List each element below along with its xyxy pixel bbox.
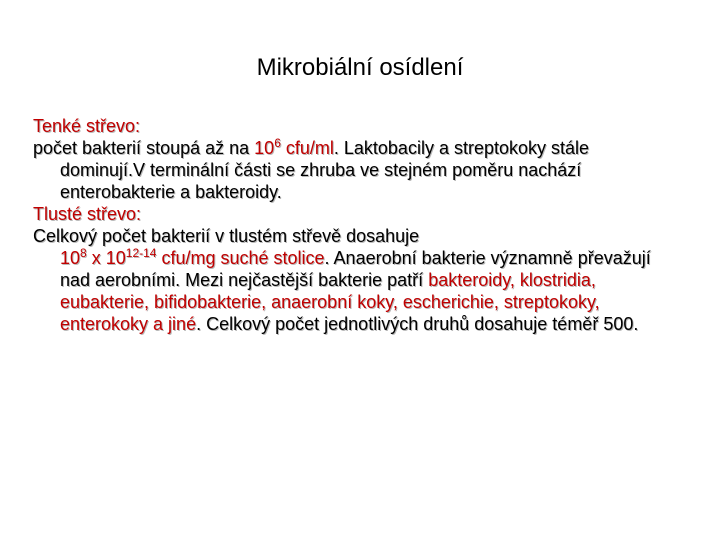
large-intestine-text-2: . Anaerobní bakterie významně převažují nad aerobními. Mezi nejčastější bakterie patří	[60, 248, 651, 290]
large-intestine-range-x: x	[86, 248, 106, 268]
slide-content	[33, 115, 673, 335]
small-intestine-text-2: . Laktobacily a streptokoky stále dominují.V terminální části se zhruba ve stejném poměru nachází enterobakterie a bakteroidy.	[60, 138, 590, 202]
large-intestine-bacteria-list: bakteroidy, klostridia, eubakterie, bifidobakterie, anaerobní koky, escherichie, streptokoky, enterokoky a jiné	[60, 270, 600, 334]
large-intestine-heading: Tlusté střevo:	[33, 204, 142, 224]
large-intestine-range-unit: cfu/mg suché stolice	[156, 248, 325, 268]
large-intestine-paragraph	[33, 225, 673, 335]
large-intestine-text-1: Celkový počet bakterií v tlustém střevě dosahuje	[33, 226, 420, 246]
small-intestine-count	[254, 138, 334, 158]
large-intestine-range-exponent-1: 8	[80, 246, 87, 260]
large-intestine-range	[60, 248, 325, 268]
small-intestine-count-unit: cfu/ml	[280, 138, 334, 158]
large-intestine-range-exponent-2: 12-14	[125, 246, 157, 260]
small-intestine-heading: Tenké střevo:	[33, 116, 141, 136]
slide-title: Mikrobiální osídlení	[256, 54, 464, 81]
large-intestine-range-base-1: 10	[60, 248, 81, 268]
small-intestine-count-base: 10	[254, 138, 275, 158]
large-intestine-text-3: . Celkový počet jednotlivých druhů dosahuje téměř 500.	[196, 314, 639, 334]
small-intestine-count-exponent: 6	[274, 136, 281, 150]
large-intestine-range-base-2: 10	[105, 248, 126, 268]
small-intestine-text-1: počet bakterií stoupá až na	[33, 138, 255, 158]
small-intestine-paragraph	[33, 137, 673, 203]
